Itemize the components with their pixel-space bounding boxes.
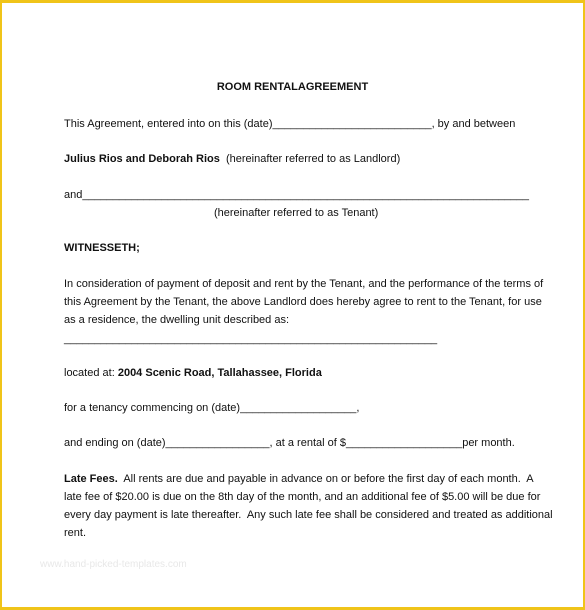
witnesseth-heading: WITNESSETH;: [64, 242, 140, 254]
dwelling-blank-line: _____________________________________________________________: [64, 333, 438, 345]
tenant-label: (hereinafter referred to as Tenant): [214, 207, 379, 219]
late-fees-label: Late Fees.: [64, 473, 118, 485]
late-fees-line-2: late fee of $20.00 is due on the 8th day of the month, and an additional fee of $5.00 will be due for: [64, 491, 541, 503]
location-line: [64, 367, 322, 380]
document-title: ROOM RENTALAGREEMENT: [216, 81, 369, 93]
landlord-suffix: (hereinafter referred to as Landlord): [219, 153, 401, 165]
watermark-text: www.hand-picked-templates.com: [40, 559, 187, 570]
location-prefix: located at:: [64, 367, 118, 379]
intro-line: This Agreement, entered into on this (date)__________________________, by and between: [64, 118, 516, 130]
late-fees-line-1: [64, 473, 534, 486]
consideration-line-2: this Agreement by the Tenant, the above Landlord does hereby agree to rent to the Tenant, for use: [64, 296, 542, 308]
consideration-line-3: as a residence, the dwelling unit described as:: [64, 314, 290, 326]
tenancy-end-line: and ending on (date)_________________, at a rental of $___________________per month.: [64, 437, 515, 449]
late-fees-line-3: every day payment is late thereafter. Any such late fee shall be considered and treated as additional: [64, 509, 553, 521]
late-fees-line-4: rent.: [64, 527, 87, 539]
landlord-line: [64, 153, 400, 166]
late-fees-text-1: All rents are due and payable in advance on or before the first day of each month. A: [117, 473, 534, 485]
tenant-name-line: and_________________________________________________________________________: [64, 189, 529, 201]
tenancy-start-line: for a tenancy commencing on (date)___________________,: [64, 402, 360, 414]
location-address: 2004 Scenic Road, Tallahassee, Florida: [117, 367, 322, 379]
landlord-names: Julius Rios and Deborah Rios: [64, 153, 220, 165]
consideration-line-1: In consideration of payment of deposit and rent by the Tenant, and the performance of the terms of: [64, 278, 544, 290]
